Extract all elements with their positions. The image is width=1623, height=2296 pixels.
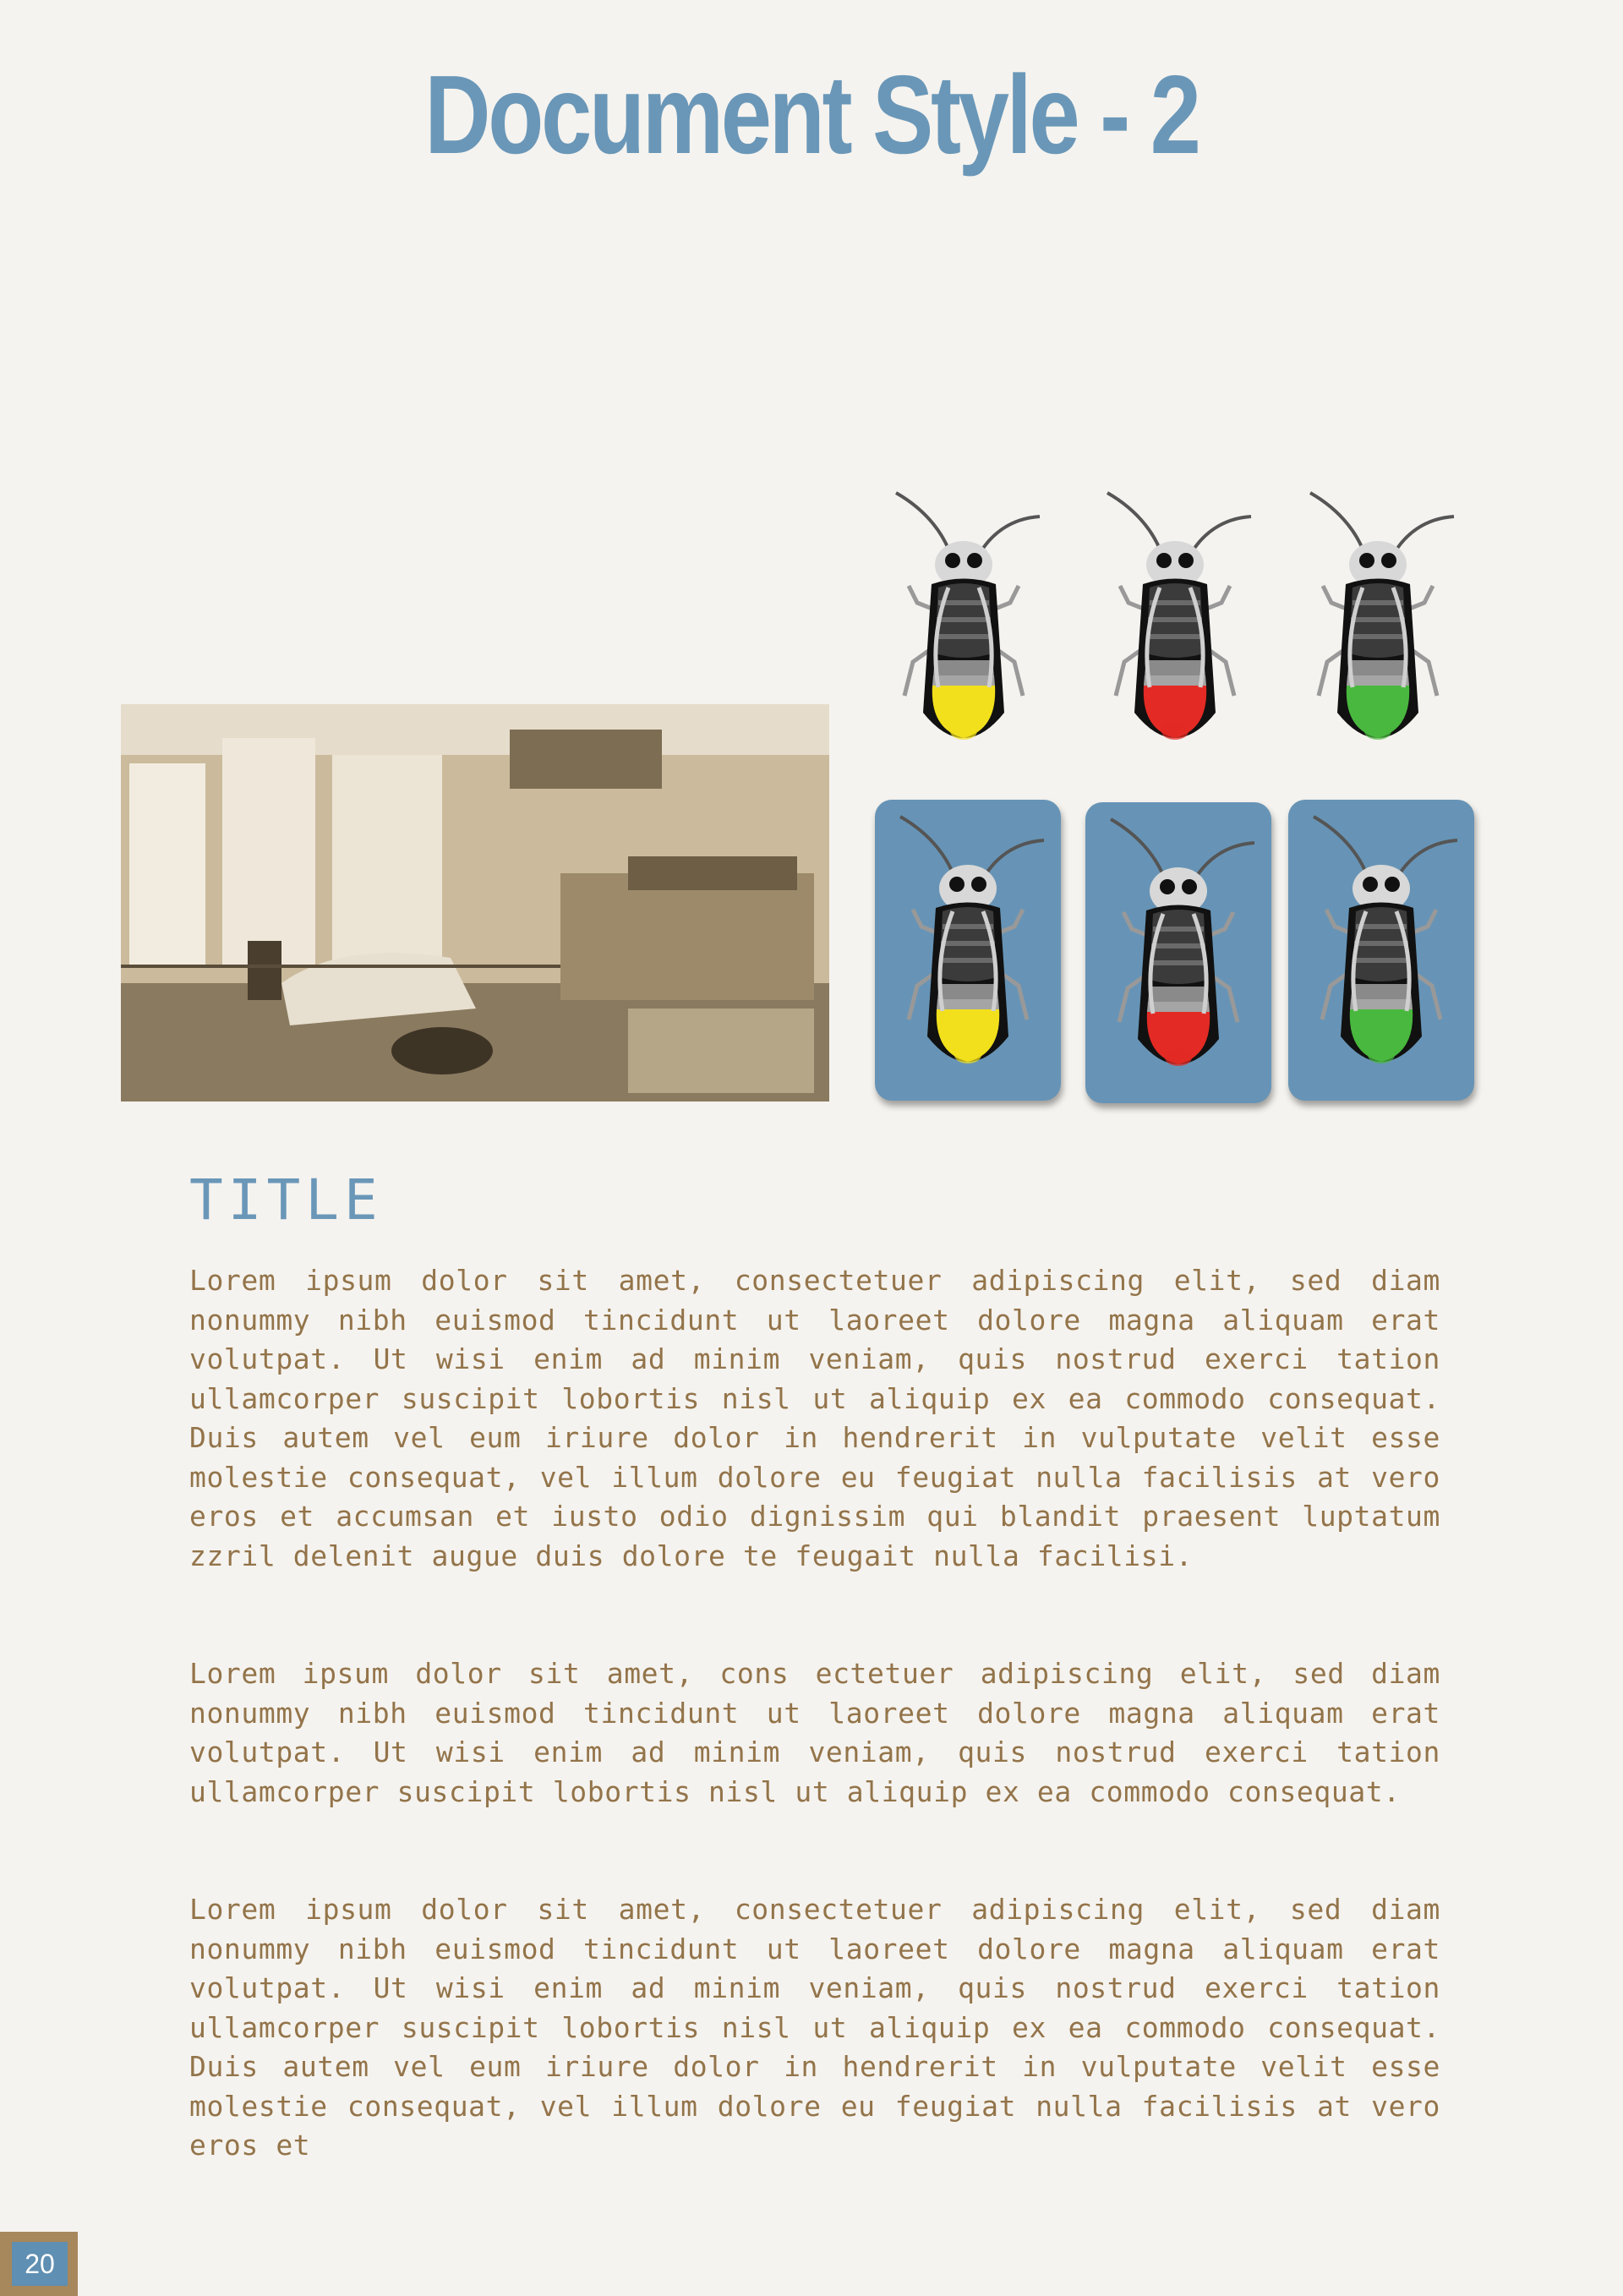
section-title: TITLE [189, 1167, 383, 1233]
living-room-photo [121, 704, 829, 1102]
page-title: Document Style - 2 [424, 52, 1199, 177]
page-number: 20 [12, 2242, 68, 2286]
firefly-card-yellow [875, 800, 1061, 1101]
firefly-yellow-icon [883, 808, 1052, 1087]
firefly-red-icon [1090, 484, 1260, 763]
firefly-green-icon [1293, 484, 1462, 763]
page-number-badge [0, 2232, 78, 2296]
firefly-green-icon [1297, 808, 1466, 1087]
firefly-card-green [1288, 800, 1474, 1101]
firefly-yellow-icon [879, 484, 1048, 763]
body-paragraph: Lorem ipsum dolor sit amet, consectetuer adipiscing elit, sed diam nonummy nibh euismod tincidunt ut laoreet dolore magna aliquam erat volutpat. Ut wisi enim ad minim veniam, quis nostrud exerci tation ullamcorper suscipit lobortis nisl ut aliquip ex ea commodo consequat. Duis autem vel eum iriure dolor in hendrerit in vulputate velit esse molestie consequat, vel illum dolore eu feugiat nulla facilisis at vero eros et [189, 1893, 1440, 2162]
firefly-red-icon [1094, 811, 1263, 1090]
body-paragraph: Lorem ipsum dolor sit amet, consectetuer adipiscing elit, sed diam nonummy nibh euismod tincidunt ut laoreet dolore magna aliquam erat volutpat. Ut wisi enim ad minim veniam, quis nostrud exerci tation ullamcorper suscipit lobortis nisl ut aliquip ex ea commodo consequat. Duis autem vel eum iriure dolor in hendrerit in vulputate velit esse molestie consequat, vel illum dolore eu feugiat nulla facilisis at vero eros et accumsan et iusto odio dignissim qui blandit praesent luptatum zzril delenit augue duis dolore te feugait nulla facilisi. [189, 1264, 1440, 1572]
body-paragraph: Lorem ipsum dolor sit amet, cons ectetuer adipiscing elit, sed diam nonummy nibh euismod tincidunt ut laoreet dolore magna aliquam erat volutpat. Ut wisi enim ad minim veniam, quis nostrud exerci tation ullamcorper suscipit lobortis nisl ut aliquip ex ea commodo consequat. [189, 1657, 1440, 1808]
firefly-card-red [1085, 802, 1271, 1103]
